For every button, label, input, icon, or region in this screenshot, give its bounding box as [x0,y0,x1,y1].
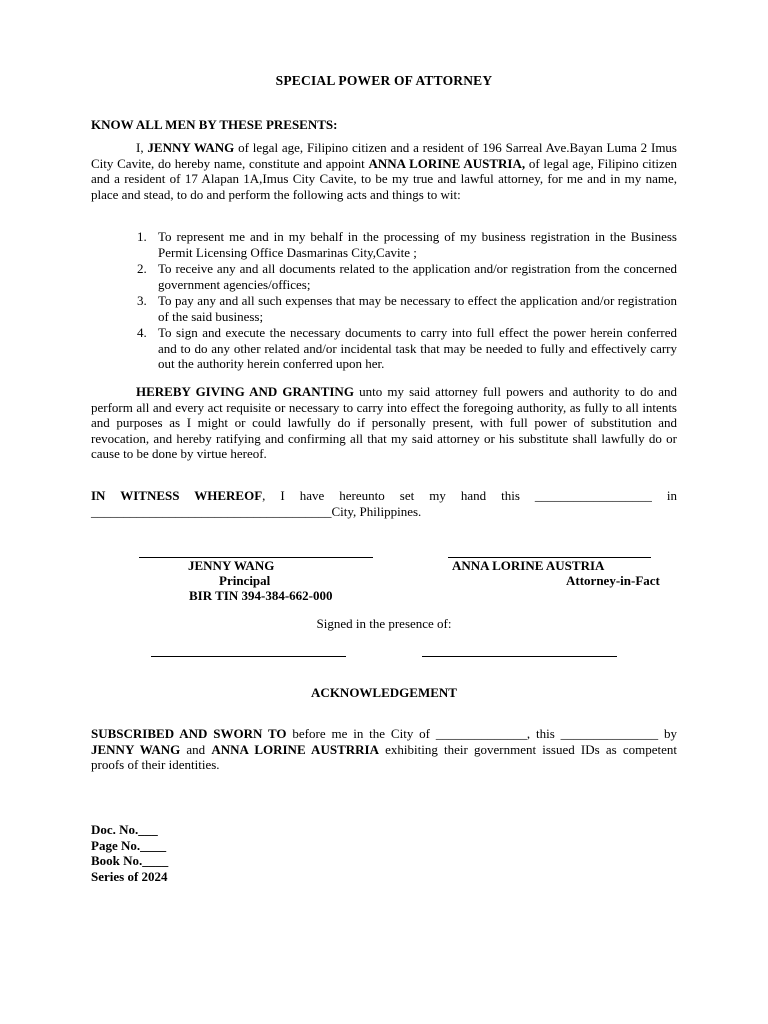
signatory-attorney-name: ANNA LORINE AUSTRIA [452,558,605,573]
power-item [91,293,677,324]
witness-text: , I have hereunto set my hand this __________________ in _____________________________________City, Philippines. [91,488,677,519]
signatory-principal-tin: BIR TIN 394-384-662-000 [189,588,333,603]
power-number: 4. [137,325,147,340]
power-item [91,325,677,372]
notary-book-no: Book No.____ [91,853,169,868]
power-text: To represent me and in my behalf in the processing of my business registration in the Business Permit Licensing Office Dasmarinas City,Cavite ; [158,229,677,260]
intro-text-3: of legal age, Filipino citizen and a resident of 17 Alapan 1A,Imus City Cavite, to be my true and lawful attorney, for me and in my name, place and stead, to do and perform the following acts and things to wit: [91,155,677,202]
power-text: To receive any and all documents related to the application and/or registration from the concerned government agencies/offices; [158,261,677,292]
power-number: 3. [137,293,147,308]
notary-series: Series of 2024 [91,868,168,884]
document-title: SPECIAL POWER OF ATTORNEY [275,73,493,88]
power-text: To sign and execute the necessary documents to carry into full effect the power herein conferred and to do any other related and/or incidental task that may be needed to fully and effectively carry out the authority herein conferred upon her. [158,325,677,371]
intro-text-2: of legal age, Filipino citizen and a resident of 196 Sarreal Ave.Bayan Luma 2 Imus City Cavite, do hereby name, constitute and appoint [91,140,677,171]
witness-signature-line-1 [151,656,346,657]
power-number: 2. [137,261,147,276]
granting-text: unto my said attorney full powers and authority to do and perform all and every act requisite or necessary to carry into effect the foregoing authority, as fully to all intents and purposes as I might or could lawfully do if personally present, with full power of substitution and revocation, and hereby ratifying and confirming all that my said attorney or his substitute shall lawfully do or cause to be done by virtue hereof. [91,384,677,461]
power-item [91,229,677,260]
acknowledgement-text-3: exhibiting their government issued IDs as competent proofs of their identities. [91,741,677,772]
principal-name: JENNY WANG [147,140,235,155]
granting-paragraph [91,384,677,462]
acknowledgement-text-1: before me in the City of ______________, this _______________ by [286,726,677,741]
witness-lead: IN WITNESS WHEREOF [91,488,263,503]
notary-page-no: Page No.____ [91,837,167,853]
opening-line: KNOW ALL MEN BY THESE PRESENTS: [91,117,338,132]
power-number: 1. [137,229,147,244]
powers-list [91,229,677,372]
acknowledgement-heading: ACKNOWLEDGEMENT [311,685,457,700]
presence-line: Signed in the presence of: [316,616,452,631]
acknowledgement-paragraph [91,726,677,773]
intro-paragraph [91,140,677,202]
attorney-name: ANNA LORINE AUSTRIA, [368,155,526,171]
acknowledgement-text-2: and [180,741,212,757]
acknowledgement-name-1: JENNY WANG [91,741,181,757]
acknowledgement-lead: SUBSCRIBED AND SWORN TO [91,726,287,741]
granting-lead: HEREBY GIVING AND GRANTING [136,384,354,399]
witness-paragraph [91,488,677,519]
power-text: To pay any and all such expenses that may be necessary to effect the application and/or registration of the said business; [158,293,677,324]
power-item [91,261,677,292]
notary-doc-no: Doc. No.___ [91,822,158,837]
acknowledgement-name-2: ANNA LORINE AUSTRRIA [211,741,379,757]
intro-text-1: I, [136,140,148,155]
notary-block [91,822,168,884]
signatory-principal-role: Principal [219,573,271,588]
signatory-principal-name: JENNY WANG [188,558,275,573]
witness-signature-line-2 [422,656,617,657]
signatory-attorney-role: Attorney-in-Fact [566,573,660,588]
